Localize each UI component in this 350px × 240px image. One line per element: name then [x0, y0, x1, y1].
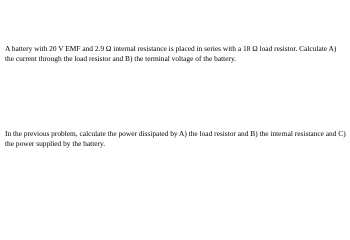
problem-1-text: A battery with 20 V EMF and 2.9 Ω internal resistance is placed in series with a 18 Ω load resistor. Calculate A) the current through the load resistor and B) the terminal voltage of the battery.	[5, 44, 337, 63]
problem-2-text: In the previous problem, calculate the power dissipated by A) the load resistor and B) the internal resistance and C) the power supplied by the battery.	[5, 129, 346, 148]
